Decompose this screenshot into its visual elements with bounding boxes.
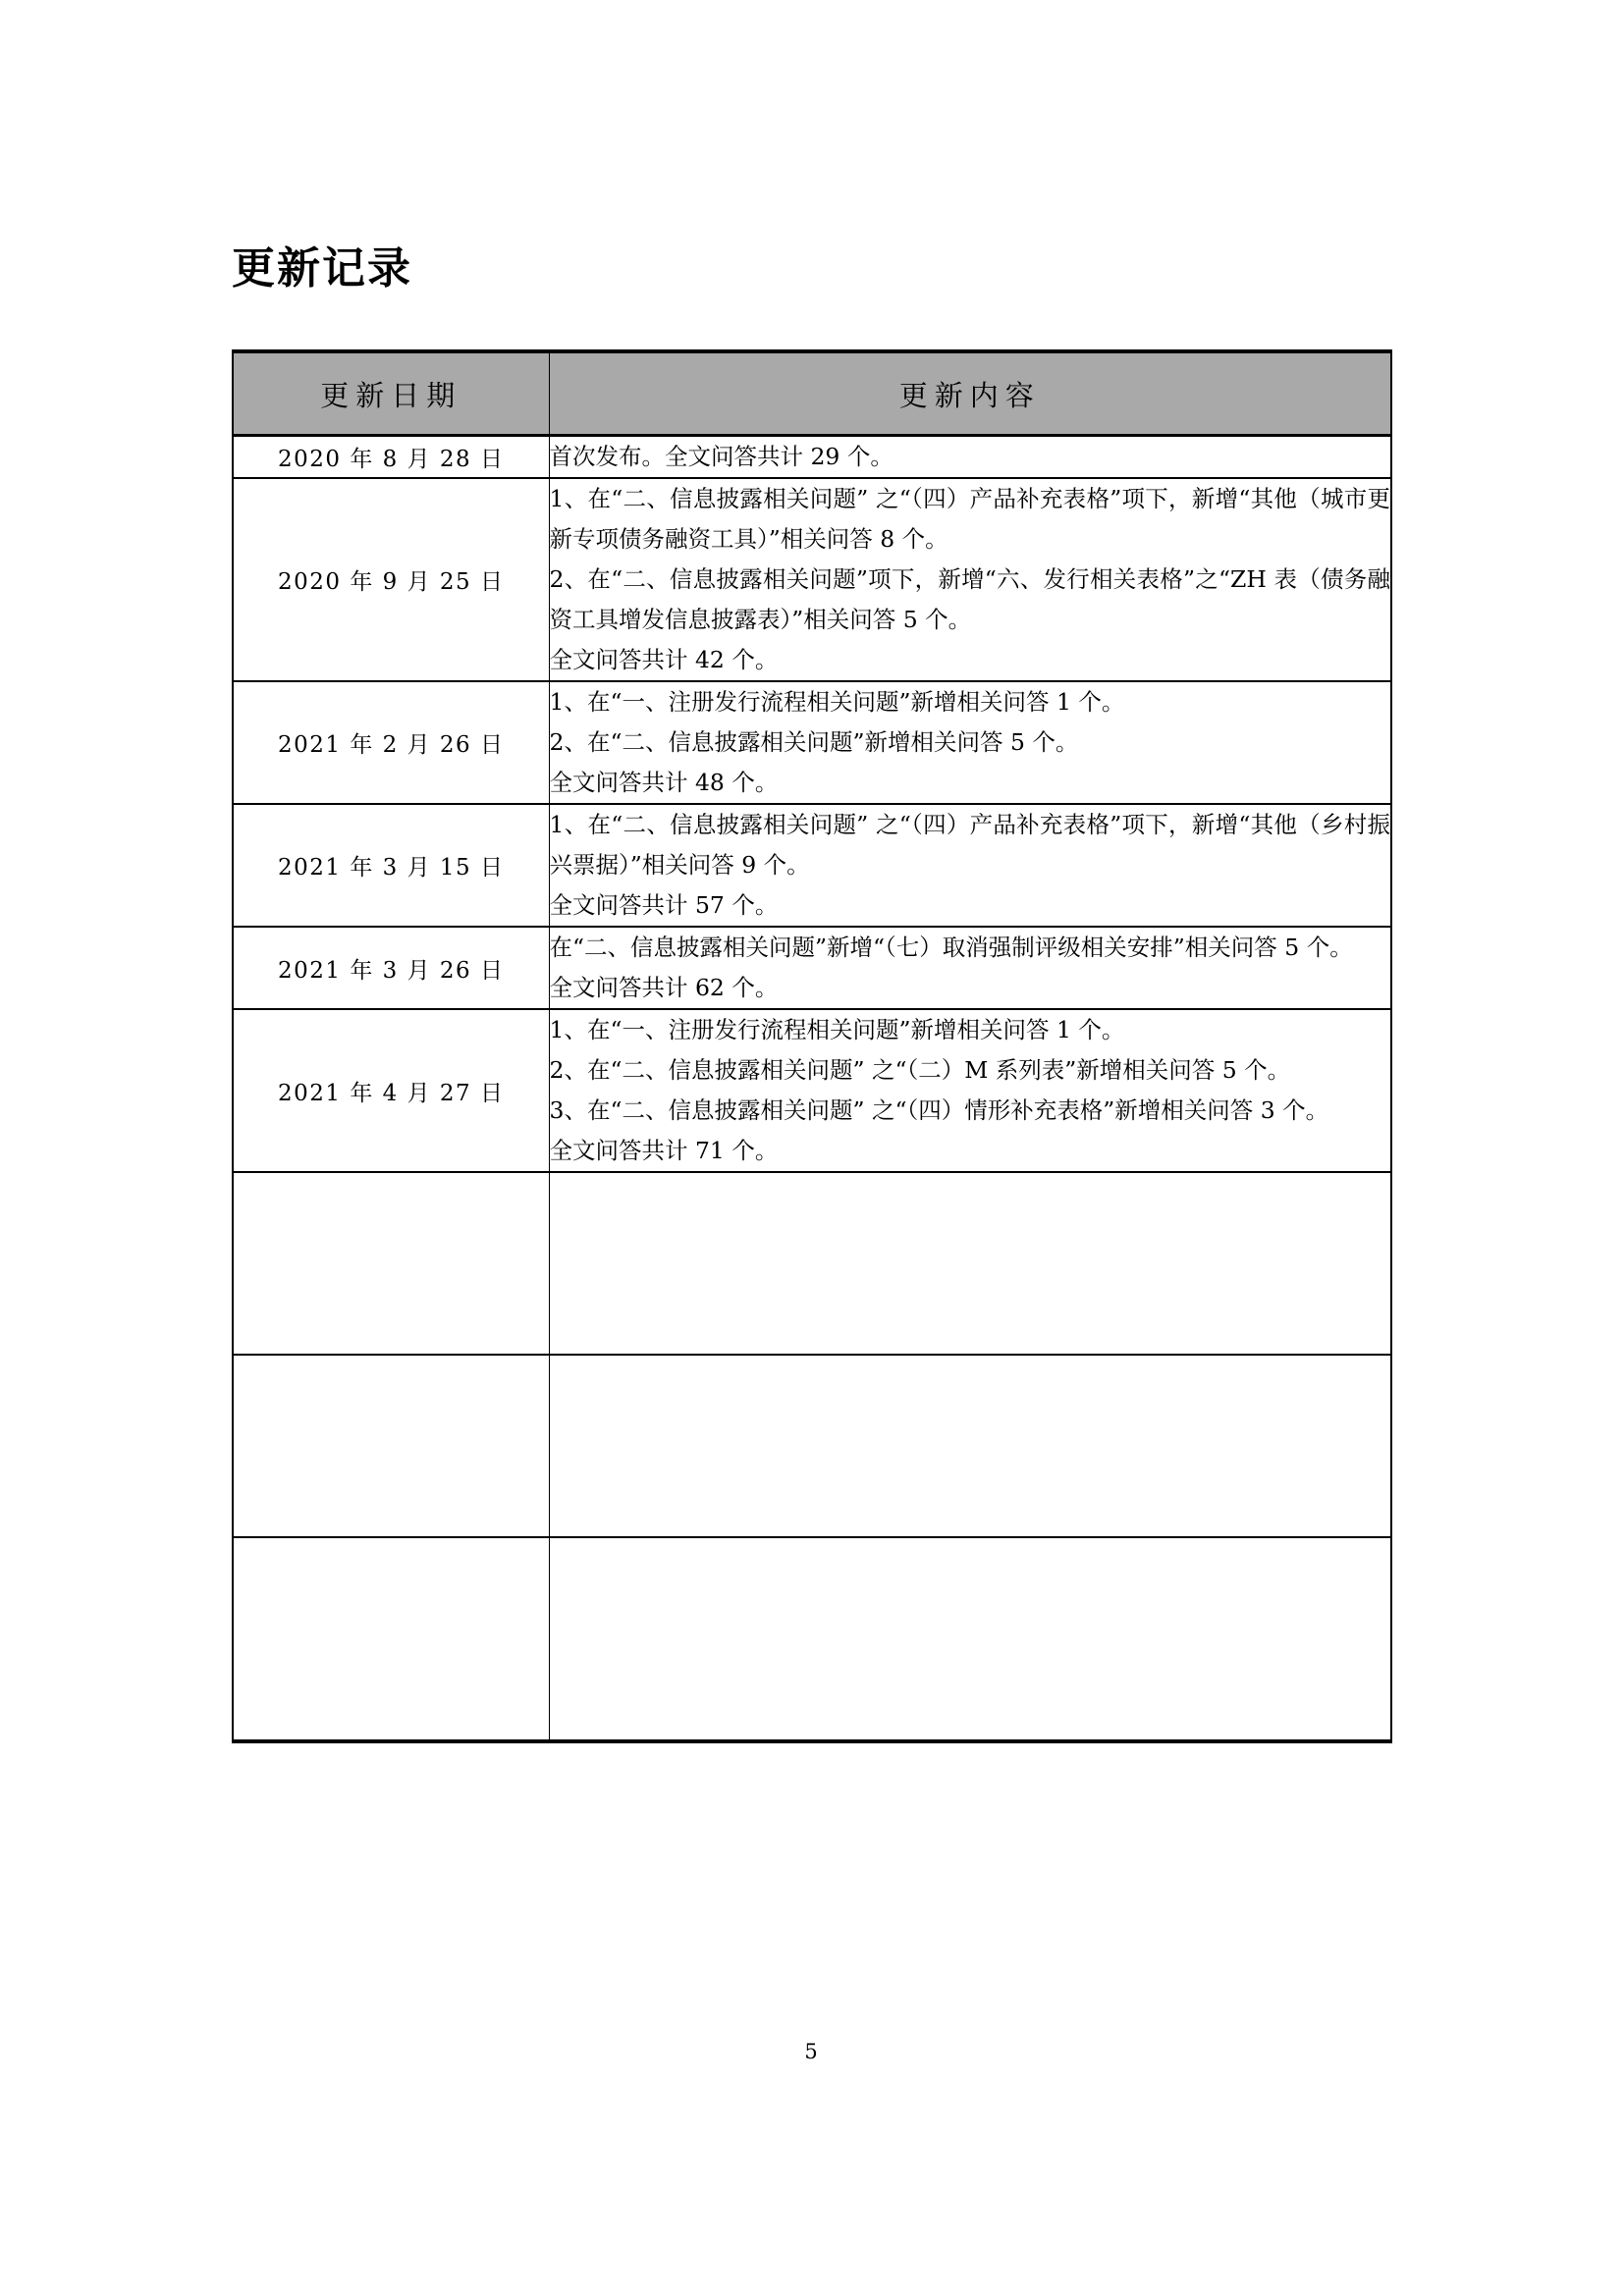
cell-update-content [549, 436, 1391, 479]
content-line: 首次发布。全文问答共计 29 个。 [549, 443, 893, 470]
cell-update-content [549, 478, 1391, 681]
update-record-table [232, 349, 1392, 1743]
cell-update-content [549, 1009, 1391, 1172]
page-number: 5 [804, 2040, 818, 2063]
table-row [233, 436, 1391, 479]
cell-update-date: 2020 年 9 月 25 日 [233, 478, 549, 681]
cell-update-date [233, 1537, 549, 1741]
table-row [233, 1172, 1391, 1355]
table-row [233, 1537, 1391, 1741]
content-line: 全文问答共计 42 个。 [549, 646, 779, 673]
content-line: 1、在“一、注册发行流程相关问题”新增相关问答 1 个。 [549, 688, 1125, 716]
table-row [233, 681, 1391, 804]
table-row [233, 804, 1391, 927]
table-row [233, 478, 1391, 681]
content-line: 1、在“二、信息披露相关问题” 之“（四）产品补充表格”项下，新增“其他（乡村振兴票据）”相关问答 9 个。 [549, 811, 1390, 879]
table-row [233, 927, 1391, 1009]
page-title: 更新记录 [232, 243, 412, 294]
cell-update-date: 2021 年 2 月 26 日 [233, 681, 549, 804]
cell-update-date: 2021 年 4 月 27 日 [233, 1009, 549, 1172]
cell-update-date [233, 1355, 549, 1537]
cell-update-date: 2021 年 3 月 26 日 [233, 927, 549, 1009]
content-line: 1、在“二、信息披露相关问题” 之“（四）产品补充表格”项下，新增“其他（城市更新专项债务融资工具）”相关问答 8 个。 [549, 485, 1390, 553]
cell-update-content [549, 1537, 1391, 1741]
table-header-row [233, 351, 1391, 436]
content-line: 2、在“二、信息披露相关问题”项下，新增“六、发行相关表格”之“ZH 表（债务融资工具增发信息披露表）”相关问答 5 个。 [549, 565, 1390, 633]
content-line: 3、在“二、信息披露相关问题” 之“（四）情形补充表格”新增相关问答 3 个。 [549, 1096, 1329, 1124]
cell-update-date: 2021 年 3 月 15 日 [233, 804, 549, 927]
content-line: 全文问答共计 57 个。 [549, 891, 779, 919]
content-line: 1、在“一、注册发行流程相关问题”新增相关问答 1 个。 [549, 1016, 1125, 1043]
cell-update-content [549, 1355, 1391, 1537]
column-header-update-date: 更新日期 [233, 351, 549, 436]
content-line: 全文问答共计 62 个。 [549, 974, 779, 1001]
content-line: 在“二、信息披露相关问题”新增“（七）取消强制评级相关安排”相关问答 5 个。 [549, 934, 1353, 961]
cell-update-date: 2020 年 8 月 28 日 [233, 436, 549, 479]
content-line: 全文问答共计 48 个。 [549, 769, 779, 796]
content-line: 2、在“二、信息披露相关问题”新增相关问答 5 个。 [549, 728, 1079, 756]
cell-update-content [549, 681, 1391, 804]
cell-update-content [549, 804, 1391, 927]
content-line: 全文问答共计 71 个。 [549, 1137, 779, 1164]
content-line: 2、在“二、信息披露相关问题” 之“（二）M 系列表”新增相关问答 5 个。 [549, 1056, 1291, 1084]
table-row [233, 1355, 1391, 1537]
table-header [233, 351, 1391, 436]
column-header-update-content: 更新内容 [549, 351, 1391, 436]
table-body [233, 436, 1391, 1742]
cell-update-date [233, 1172, 549, 1355]
table-row [233, 1009, 1391, 1172]
cell-update-content [549, 1172, 1391, 1355]
cell-update-content [549, 927, 1391, 1009]
